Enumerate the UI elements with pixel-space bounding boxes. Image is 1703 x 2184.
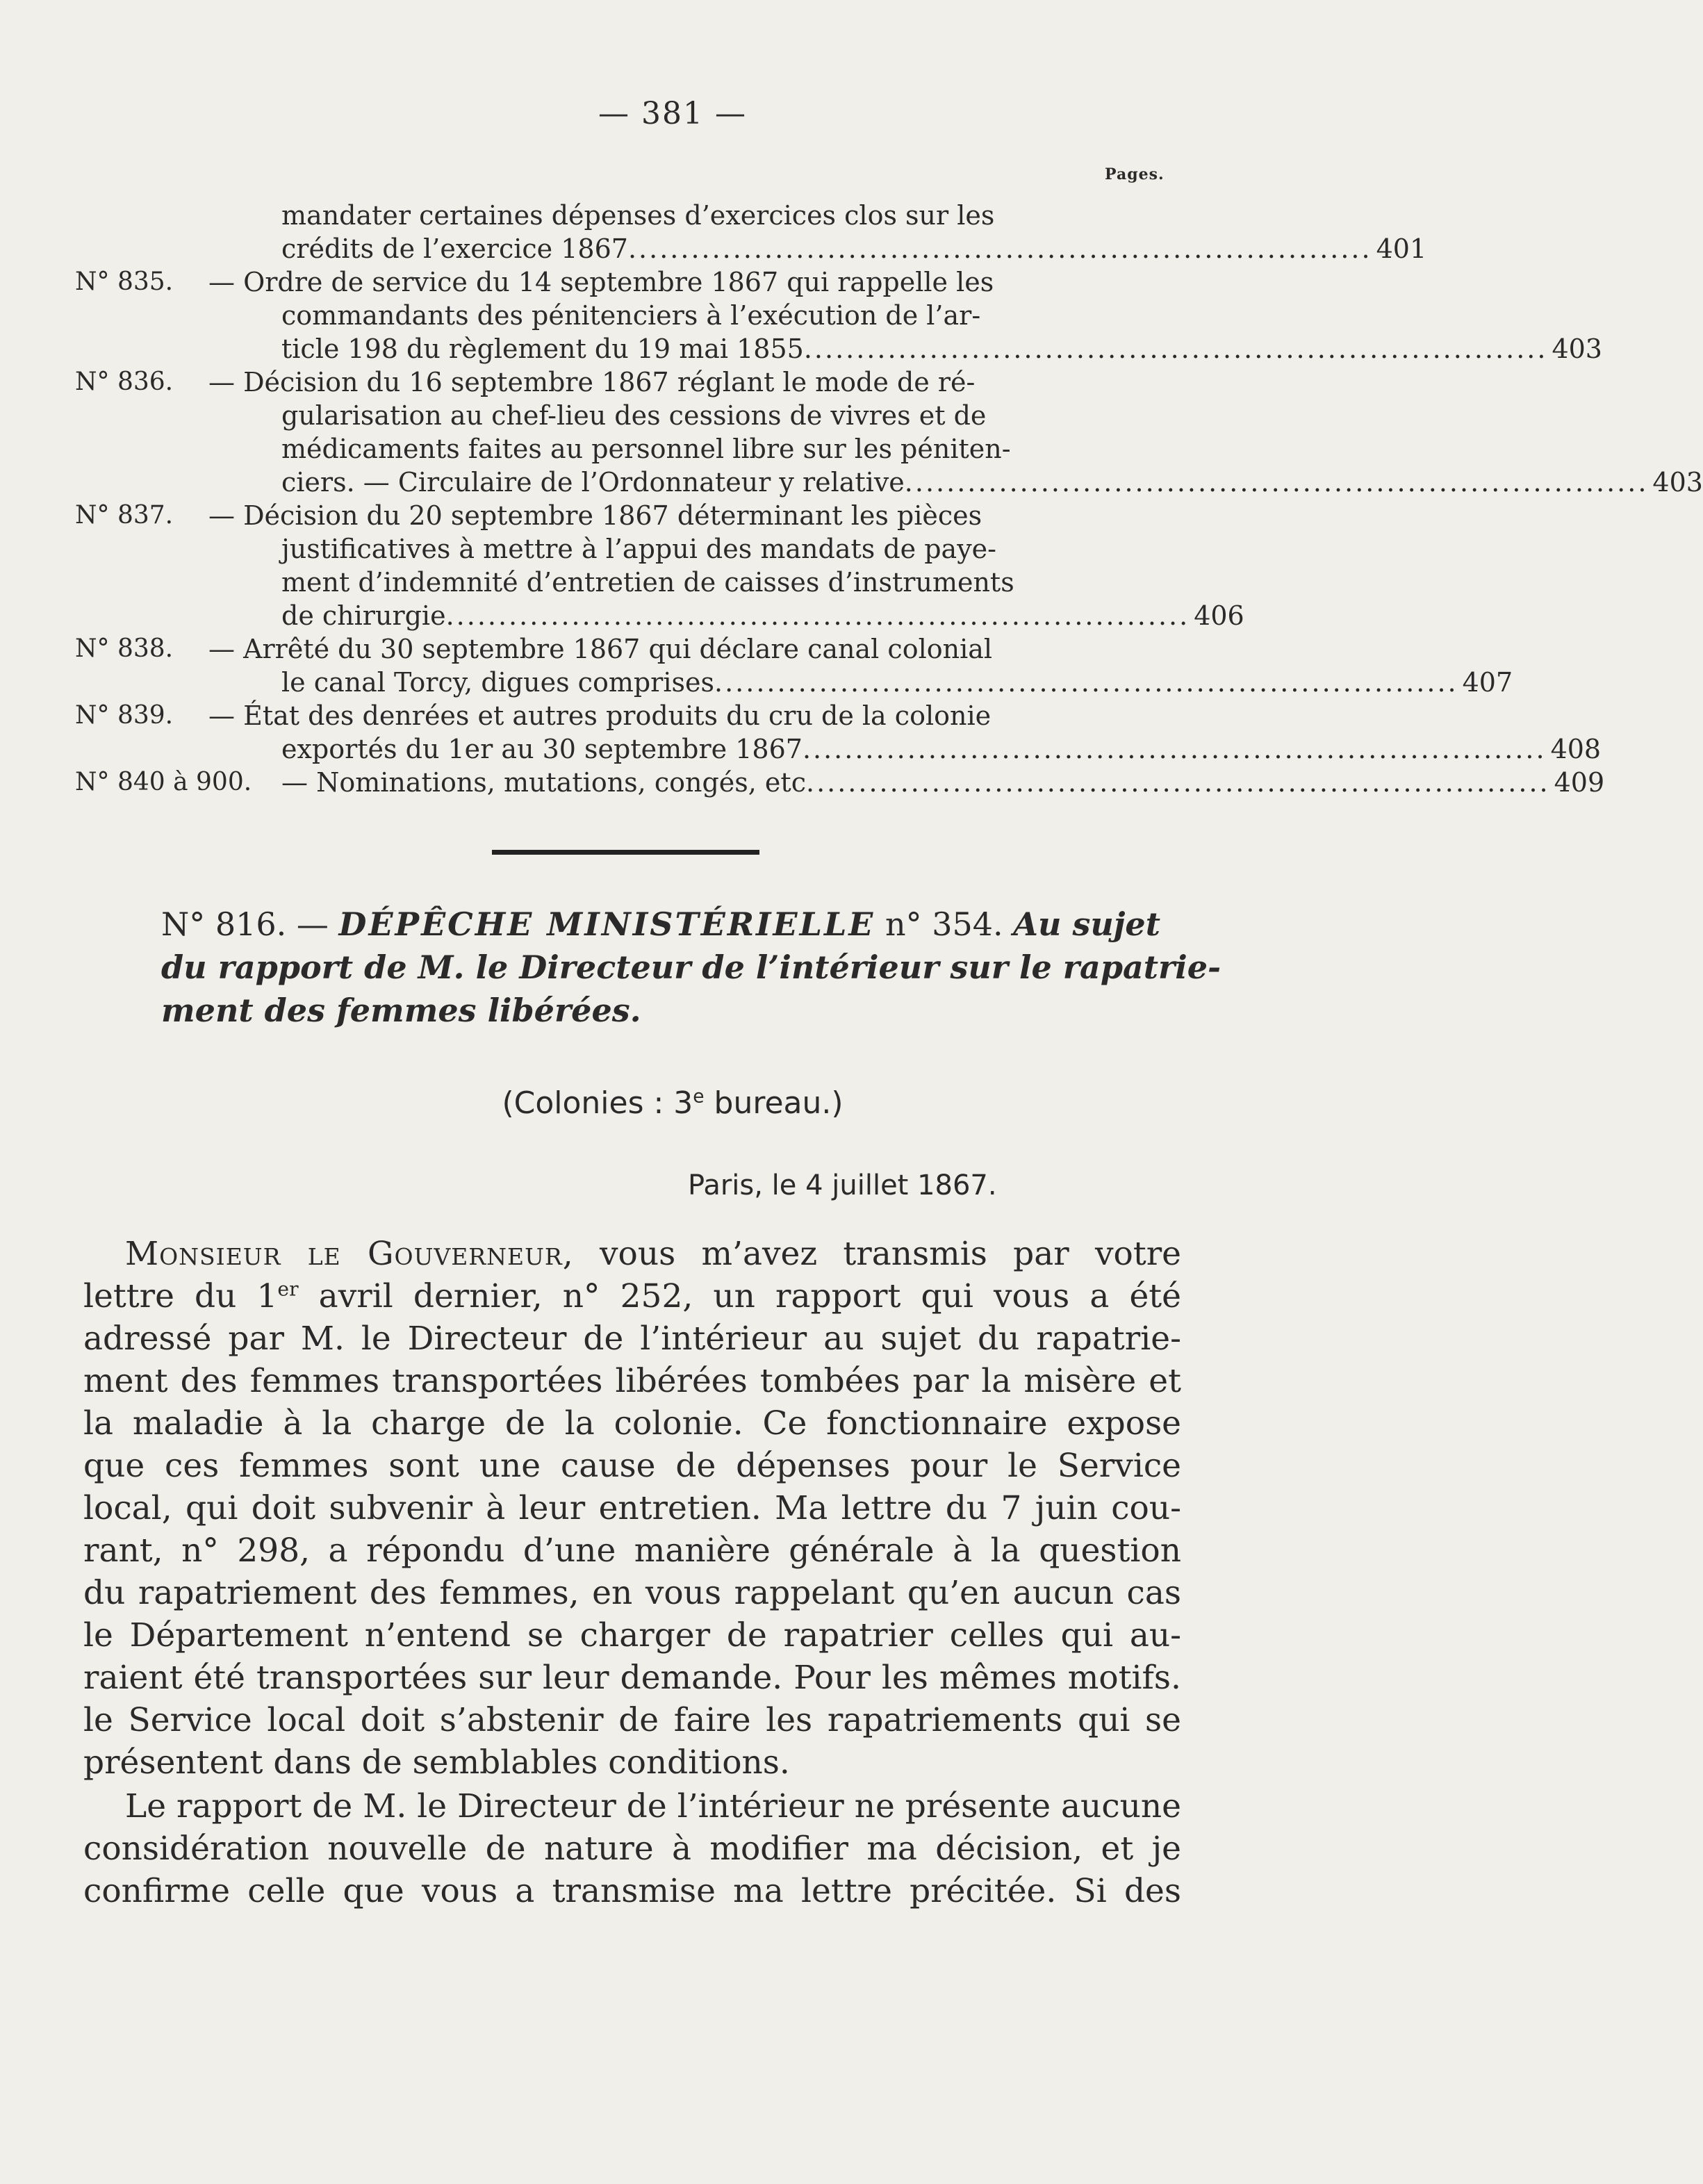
body-line: le Département n’entend se charger de rapatrier celles qui au- [83,1616,1181,1655]
toc-line: — Arrêté du 30 septembre 1867 qui déclare canal colonial [208,634,993,664]
body-line: local, qui doit subvenir à leur entretien. Ma lettre du 7 juin cou- [83,1489,1181,1527]
body-line: considération nouvelle de nature à modifier ma décision, et je [83,1830,1181,1868]
body-line: adressé par M. le Directeur de l’intérieur au sujet du rapatrie- [83,1320,1181,1358]
body-line: lettre du 1er avril dernier, n° 252, un rapport qui vous a été [83,1277,1181,1315]
dispatch-subject: Au sujet [1013,905,1160,943]
toc-line: — Décision du 20 septembre 1867 déterminant les pièces [208,500,982,531]
toc-line: justificatives à mettre à l’appui des mandats de paye- [281,534,996,564]
toc-line: mandater certaines dépenses d’exercices clos sur les [281,200,995,231]
toc-page-number: 403 [1552,334,1602,364]
toc-line: — État des denrées et autres produits du cru de la colonie [208,700,992,731]
toc-entry-number: N° 838. [75,634,174,663]
body-line: que ces femmes sont une cause de dépenses pour le Service [83,1447,1181,1485]
toc-page-number: 401 [1376,233,1427,264]
body-line: rant, n° 298, a répondu d’une manière générale à la question [83,1532,1181,1570]
toc-entry-number: N° 839. [75,701,174,730]
dispatch-title: DÉPÊCHE MINISTÉRIELLE [338,905,875,943]
heading-dash: — [296,905,329,943]
dispatch-subject: du rapport de M. le Directeur de l’intérieur sur le rapatrie- [161,949,1221,986]
toc-page-number: 403 [1652,467,1703,498]
body-line: du rapatriement des femmes, en vous rappelant qu’en aucun cas [83,1574,1181,1612]
toc-line: — Décision du 16 septembre 1867 réglant le mode de ré- [208,367,976,397]
toc-line: ticle 198 du règlement du 19 mai 1855 ....................................................................... 403 [281,331,1179,366]
toc-line: — Ordre de service du 14 septembre 1867 qui rappelle les [208,267,994,297]
toc-page-number: 409 [1554,767,1605,798]
toc-line: exportés du 1er au 30 septembre 1867 ....................................................................... 408 [281,732,1179,766]
toc-entry-number: N° 835. [75,268,174,296]
body-line: confirme celle que vous a transmise ma lettre précitée. Si des [83,1872,1181,1910]
body-line: le Service local doit s’abstenir de faire les rapatriements qui se [83,1701,1181,1739]
toc-line: le canal Torcy, digues comprises ....................................................................... 407 [281,665,1179,700]
dispatch-number: N° 816. [161,905,287,943]
toc-page-number: 407 [1462,667,1513,698]
body-line: présentent dans de semblables conditions. [83,1743,790,1782]
body-line: ment des femmes transportées libérées tombées par la misère et [83,1362,1181,1400]
pages-column-label: Pages. [1105,165,1165,183]
body-line: Monsieur le Gouverneur, vous m’avez transmis par votre [125,1235,1181,1273]
page-number: — 381 — [598,96,747,131]
toc-line: crédits de l’exercice 1867 ....................................................................... 401 [281,231,1179,266]
toc-line: gularisation au chef-lieu des cessions de vivres et de [281,400,987,431]
toc-line: médicaments faites au personnel libre sur les péniten- [281,434,1011,464]
toc-line: commandants des pénitenciers à l’exécution de l’ar- [281,300,981,331]
section-divider [492,850,759,855]
body-line: Le rapport de M. le Directeur de l’intérieur ne présente aucune [125,1787,1181,1825]
toc-page-number: 408 [1550,734,1602,764]
toc-line: de chirurgie ....................................................................... 406 [281,598,1179,633]
toc-entry-number: N° 840 à 900. [75,768,252,796]
body-line: raient été transportées sur leur demande. Pour les mêmes motifs. [83,1659,1181,1697]
toc-line: ment d’indemnité d’entretien de caisses d’instruments [281,567,1014,598]
toc-line: ciers. — Circulaire de l’Ordonnateur y relative ....................................................................... 403 [281,465,1179,500]
dateline: Paris, le 4 juillet 1867. [688,1169,997,1201]
toc-entry-number: N° 836. [75,368,174,396]
body-line: la maladie à la charge de la colonie. Ce fonctionnaire expose [83,1404,1181,1443]
dispatch-subject: ment des femmes libérées. [161,992,641,1029]
toc-page-number: 406 [1194,600,1244,631]
salutation: Monsieur le Gouverneur, [125,1235,574,1273]
toc-entry-number: N° 837. [75,501,174,529]
dispatch-no: n° 354. [885,905,1003,943]
bureau-line: (Colonies : 3e bureau.) [502,1085,844,1121]
toc-line: — Nominations, mutations, congés, etc ....................................................................... 409 [281,765,1179,800]
